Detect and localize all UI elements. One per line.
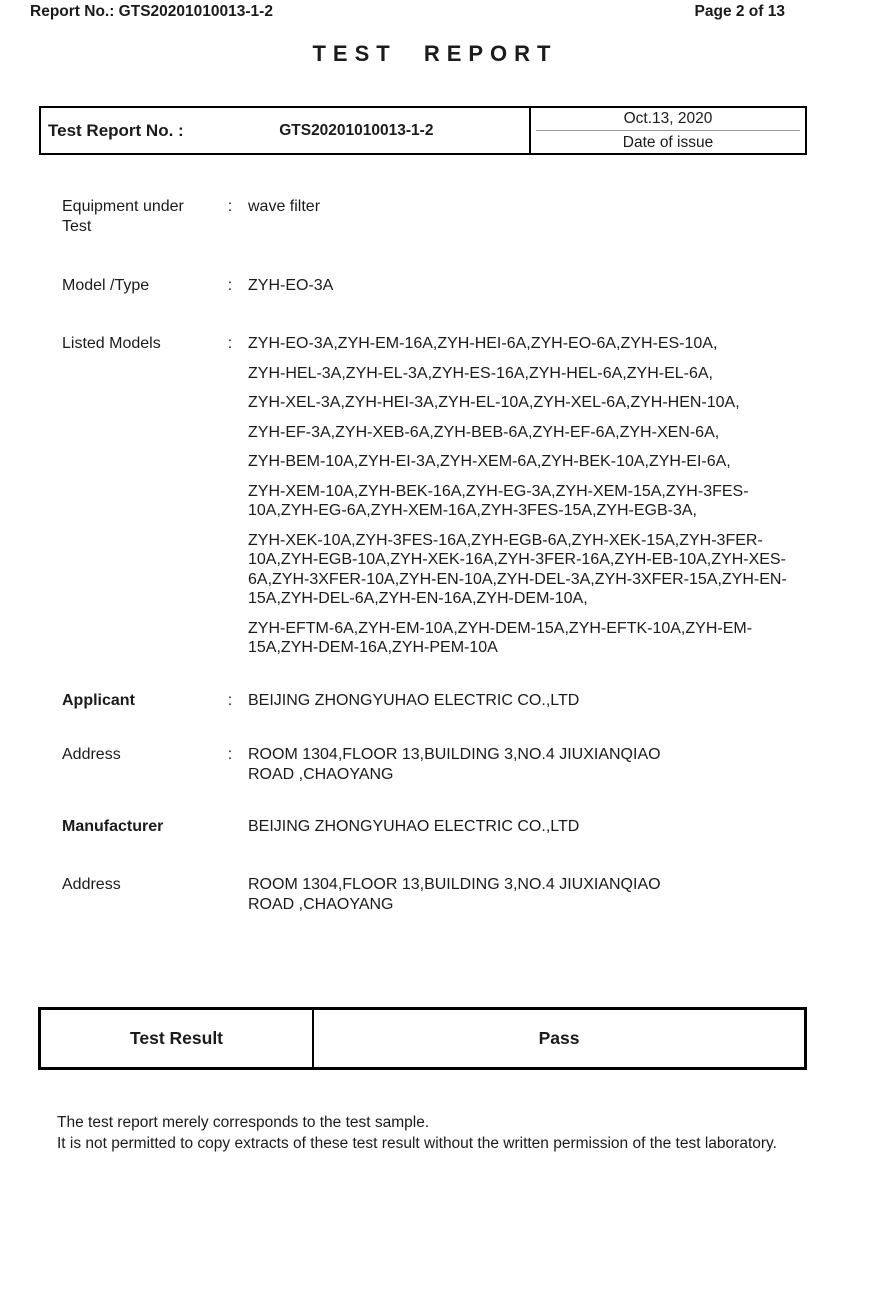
field-value: BEIJING ZHONGYUHAO ELECTRIC CO.,LTD — [248, 818, 580, 835]
field-label: Address — [62, 876, 121, 893]
field-colon: : — [227, 277, 233, 294]
field-applicant-address — [62, 745, 808, 785]
issue-date-value: Oct.13, 2020 — [623, 109, 713, 127]
field-colon: : — [227, 335, 233, 352]
disclaimer-line2: It is not permitted to copy extracts of these test result without the written permission of the test laboratory. — [57, 1135, 777, 1152]
field-value: BEIJING ZHONGYUHAO ELECTRIC CO.,LTD — [248, 692, 580, 709]
field-value: ROOM 1304,FLOOR 13,BUILDING 3,NO.4 JIUXIANQIAO ROAD ,CHAOYANG — [248, 746, 661, 783]
issue-date-label: Date of issue — [622, 133, 714, 151]
listed-models-value — [248, 334, 808, 658]
field-label: Address — [62, 746, 121, 763]
field-applicant — [62, 691, 808, 711]
field-label: Applicant — [62, 692, 135, 709]
header-page-number: Page 2 of 13 — [694, 3, 785, 20]
field-manufacturer — [62, 817, 808, 837]
field-listed-models — [62, 334, 808, 658]
report-number-table — [39, 106, 807, 155]
test-result-label: Test Result — [41, 1010, 314, 1067]
issue-date-cell — [529, 108, 805, 153]
field-value: ZYH-EO-3A — [248, 277, 334, 294]
listed-models-paragraph: ZYH-XEL-3A,ZYH-HEI-3A,ZYH-EL-10A,ZYH-XEL-6A,ZYH-HEN-10A, — [248, 394, 740, 411]
report-number-cell — [41, 108, 529, 153]
field-label: Equipment under Test — [62, 198, 184, 235]
listed-models-paragraph: ZYH-EF-3A,ZYH-XEB-6A,ZYH-BEB-6A,ZYH-EF-6A,ZYH-XEN-6A, — [248, 423, 720, 441]
field-colon: : — [227, 198, 233, 215]
listed-models-paragraph: ZYH-EO-3A,ZYH-EM-16A,ZYH-HEI-6A,ZYH-EO-6A,ZYH-ES-10A, — [248, 335, 718, 352]
field-value: wave filter — [248, 198, 321, 215]
field-value: ROOM 1304,FLOOR 13,BUILDING 3,NO.4 JIUXIANQIAO ROAD ,CHAOYANG — [248, 876, 661, 913]
disclaimer — [57, 1112, 833, 1154]
field-equipment-under-test — [62, 197, 808, 237]
field-model-type — [62, 276, 808, 296]
report-number-value: GTS20201010013-1-2 — [279, 121, 434, 139]
test-result-table — [38, 1007, 807, 1070]
test-result-value: Pass — [538, 1028, 580, 1048]
field-manufacturer-address — [62, 875, 808, 915]
report-number-label: Test Report No. : — [48, 120, 184, 140]
listed-models-paragraph: ZYH-EFTM-6A,ZYH-EM-10A,ZYH-DEM-15A,ZYH-EFTK-10A,ZYH-EM-15A,ZYH-DEM-16A,ZYH-PEM-10A — [248, 619, 753, 656]
disclaimer-line1: The test report merely corresponds to the test sample. — [57, 1114, 430, 1131]
listed-models-paragraph: ZYH-HEL-3A,ZYH-EL-3A,ZYH-ES-16A,ZYH-HEL-6A,ZYH-EL-6A, — [248, 364, 713, 382]
header-report-no: Report No.: GTS20201010013-1-2 — [30, 3, 273, 20]
field-label: Manufacturer — [62, 818, 164, 835]
field-label: Listed Models — [62, 335, 161, 352]
listed-models-paragraph: ZYH-BEM-10A,ZYH-EI-3A,ZYH-XEM-6A,ZYH-BEK-10A,ZYH-EI-6A, — [248, 453, 731, 470]
listed-models-paragraph: ZYH-XEK-10A,ZYH-3FES-16A,ZYH-EGB-6A,ZYH-XEK-15A,ZYH-3FER-10A,ZYH-EGB-10A,ZYH-XEK-16A,ZYH-3FER-16A,ZYH-EB-10A,ZYH-XES-6A,ZYH-3XFER-10A,ZYH-EN-10A,ZYH-DEL-3A,ZYH-3XFER-15A,ZYH-EN-15A,ZYH-DEL-6A,ZYH-EN-16A,ZYH-DEM-10A, — [248, 531, 787, 607]
field-colon: : — [227, 746, 233, 763]
field-colon: : — [227, 692, 233, 709]
listed-models-paragraph: ZYH-XEM-10A,ZYH-BEK-16A,ZYH-EG-3A,ZYH-XEM-15A,ZYH-3FES-10A,ZYH-EG-6A,ZYH-XEM-16A,ZYH-3FES-15A,ZYH-EGB-3A, — [248, 482, 749, 519]
document-title: TEST REPORT — [312, 41, 558, 66]
field-label: Model /Type — [62, 277, 150, 294]
